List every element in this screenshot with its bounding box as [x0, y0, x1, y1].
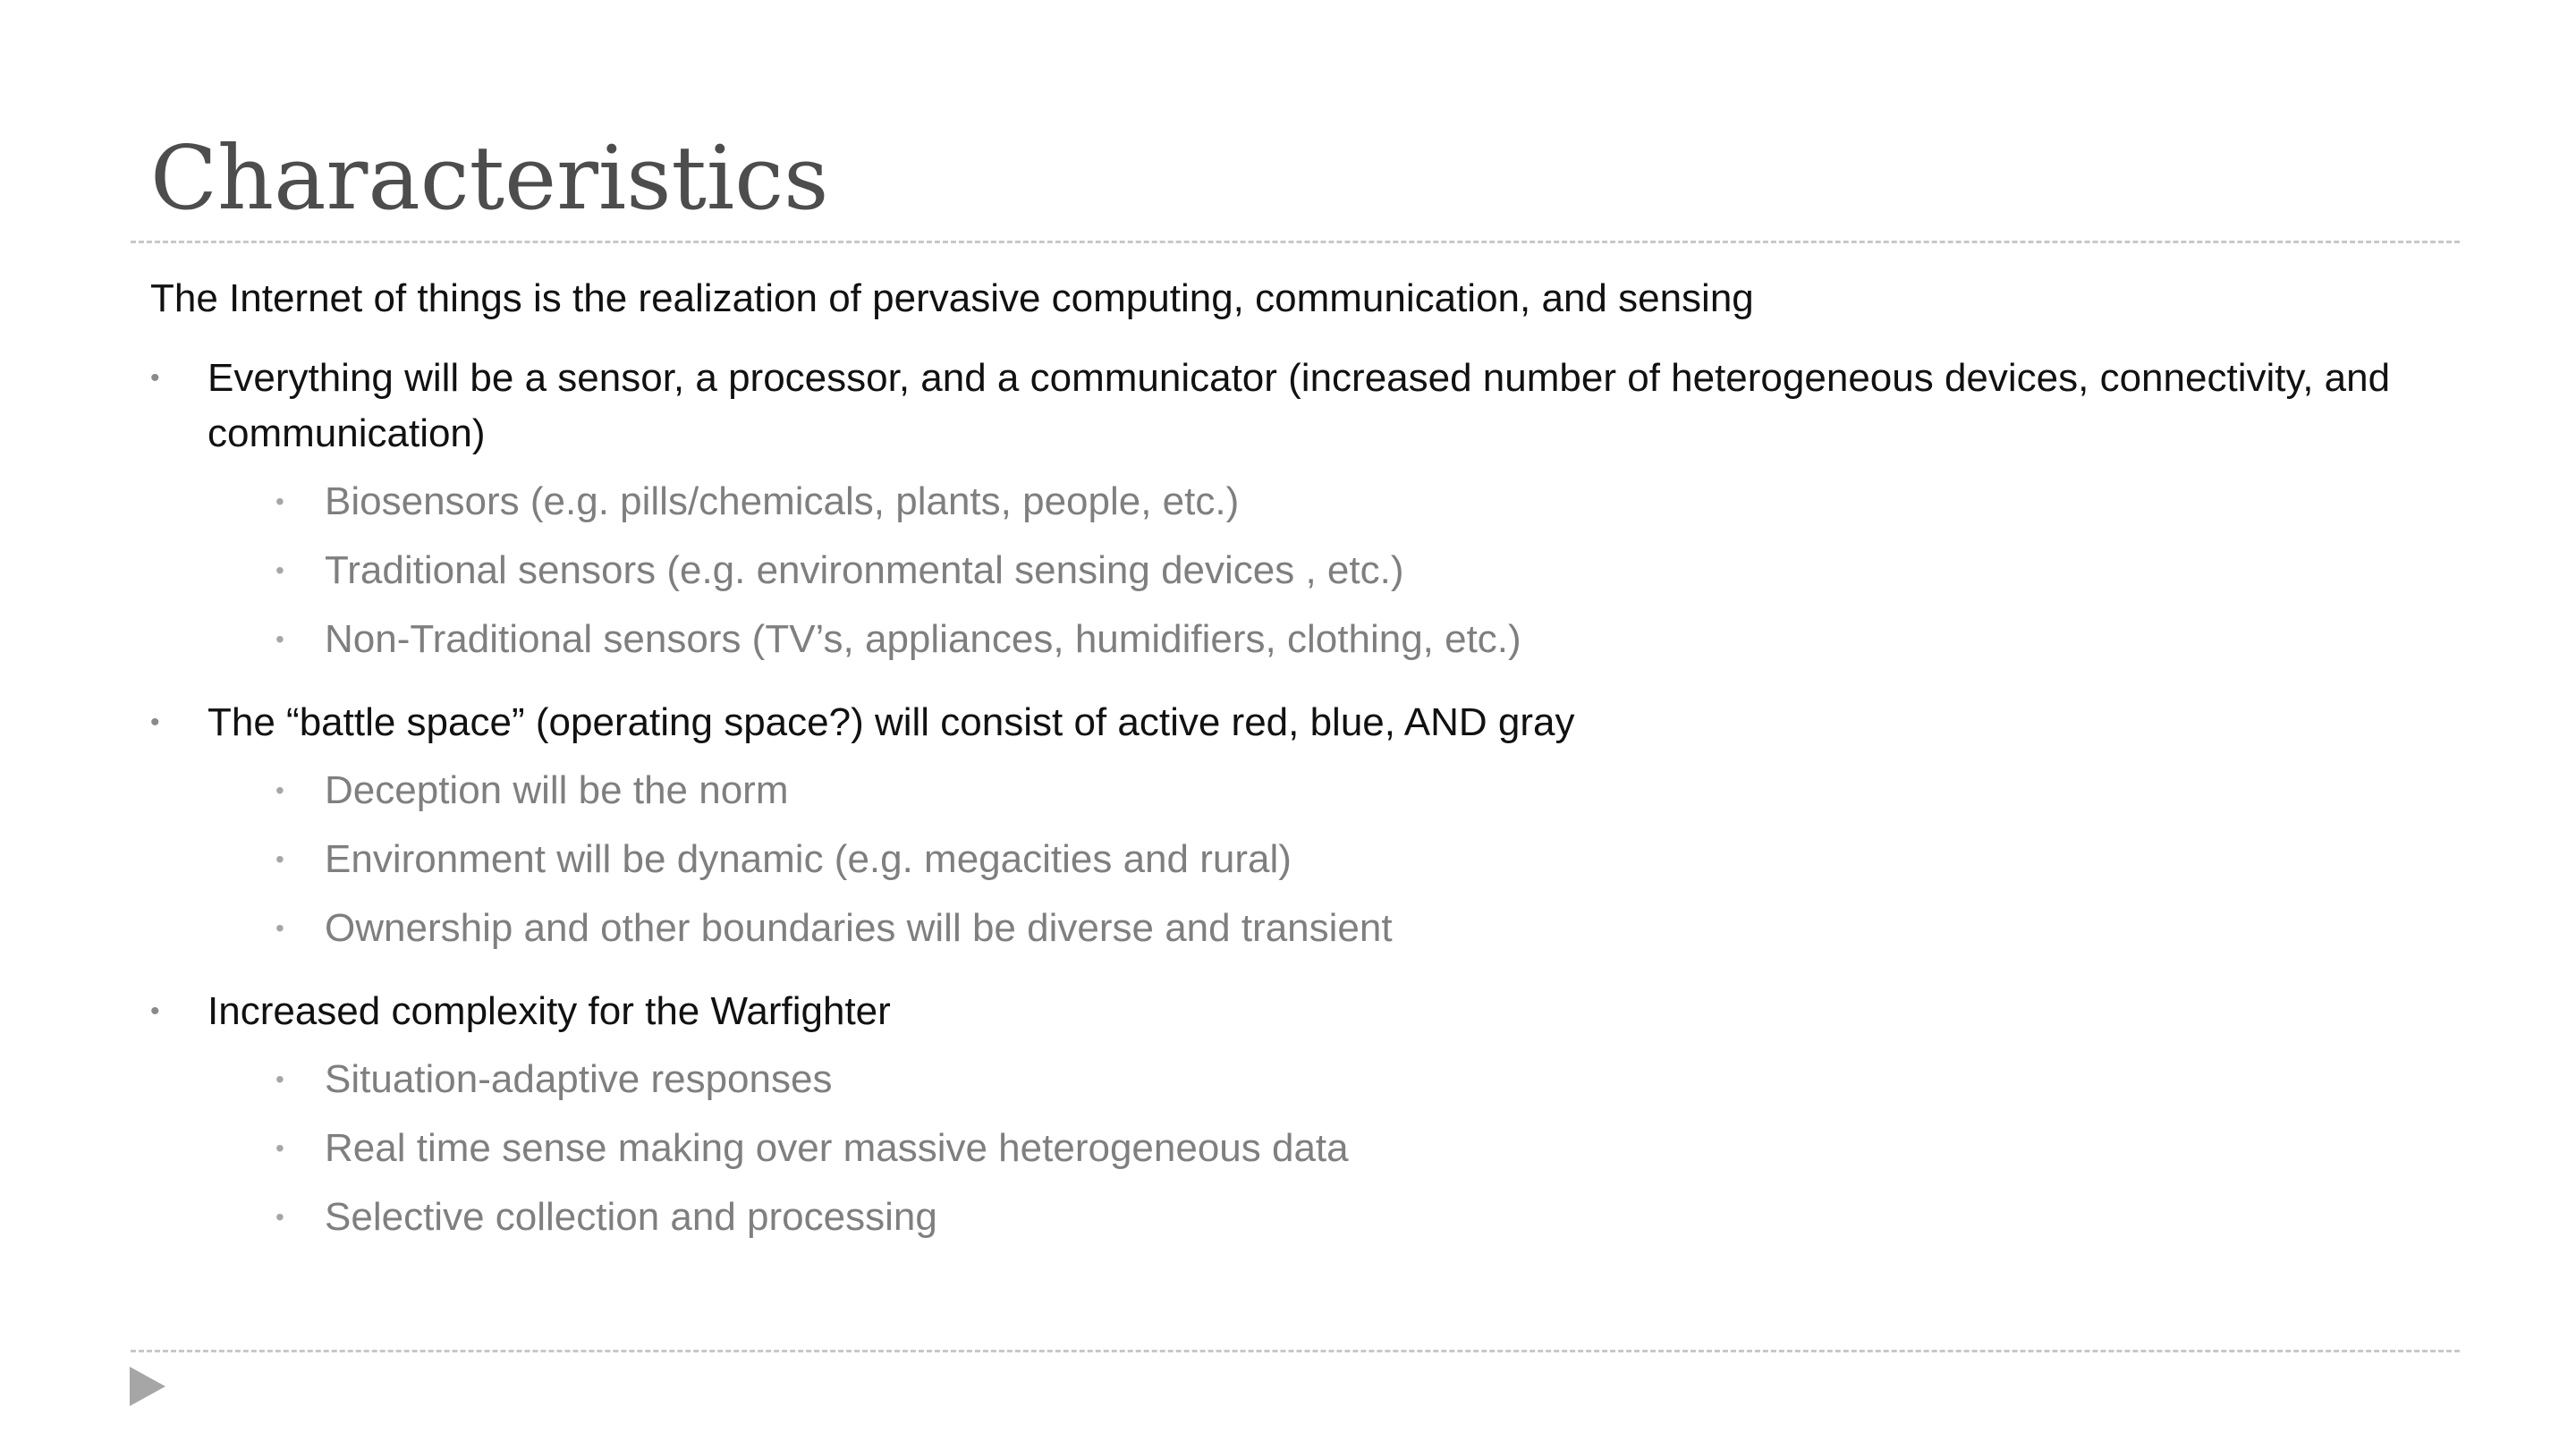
sub-bullet-item: [150, 894, 2440, 962]
sub-bullet-text: Ownership and other boundaries will be diverse and transient: [325, 906, 1393, 950]
sub-bullet-icon: •: [275, 556, 284, 584]
slide-body: [150, 268, 2440, 1251]
sub-bullet-icon: •: [275, 1065, 284, 1093]
sub-bullet-text: Selective collection and processing: [325, 1195, 937, 1239]
sub-bullet-item: [150, 536, 2440, 605]
sub-bullet-item: [150, 756, 2440, 825]
intro-text: The Internet of things is the realization of pervasive computing, communication, and sensing: [150, 276, 1754, 320]
sub-bullet-text: Real time sense making over massive heterogeneous data: [325, 1126, 1349, 1170]
bullet-icon: •: [150, 708, 160, 737]
sub-bullet-icon: •: [275, 914, 284, 942]
sub-bullet-text: Traditional sensors (e.g. environmental sensing devices , etc.): [325, 548, 1404, 592]
sub-bullet-icon: •: [275, 625, 284, 653]
sub-bullet-text: Non-Traditional sensors (TV’s, appliances, humidifiers, clothing, etc.): [325, 617, 1521, 661]
sub-bullet-icon: •: [275, 845, 284, 873]
bullet-icon: •: [150, 996, 160, 1026]
footer-divider: [131, 1350, 2460, 1352]
sub-bullet-text: Biosensors (e.g. pills/chemicals, plants, people, etc.): [325, 479, 1240, 523]
sub-bullet-text: Deception will be the norm: [325, 768, 789, 812]
bullet-group: [150, 351, 2440, 674]
slide-title: Characteristics: [150, 128, 829, 230]
sub-bullet-item: [150, 1182, 2440, 1251]
sub-bullet-icon: •: [275, 776, 284, 804]
bullet-item: [150, 351, 2440, 462]
title-divider: [131, 241, 2460, 243]
sub-bullet-item: [150, 467, 2440, 536]
sub-bullet-text: Environment will be dynamic (e.g. megacities and rural): [325, 837, 1292, 881]
sub-bullet-icon: •: [275, 1134, 284, 1162]
bullet-text: Increased complexity for the Warfighter: [208, 989, 891, 1033]
sub-bullet-icon: •: [275, 1203, 284, 1231]
bullet-group: [150, 695, 2440, 962]
sub-bullet-item: [150, 1114, 2440, 1182]
sub-bullet-item: [150, 605, 2440, 674]
bullet-item: [150, 984, 2440, 1039]
sub-bullet-icon: •: [275, 487, 284, 515]
bullet-text: The “battle space” (operating space?) will consist of active red, blue, AND gray: [208, 700, 1575, 744]
bullet-icon: •: [150, 363, 160, 393]
play-triangle-icon[interactable]: [130, 1367, 165, 1406]
sub-bullet-item: [150, 1045, 2440, 1114]
bullet-item: [150, 695, 2440, 750]
bullet-group: [150, 984, 2440, 1251]
sub-bullet-text: Situation-adaptive responses: [325, 1057, 833, 1101]
bullet-text: Everything will be a sensor, a processor, and a communicator (increased number of heterogeneous devices, connectivity, and communication): [208, 356, 2391, 455]
sub-bullet-item: [150, 825, 2440, 894]
